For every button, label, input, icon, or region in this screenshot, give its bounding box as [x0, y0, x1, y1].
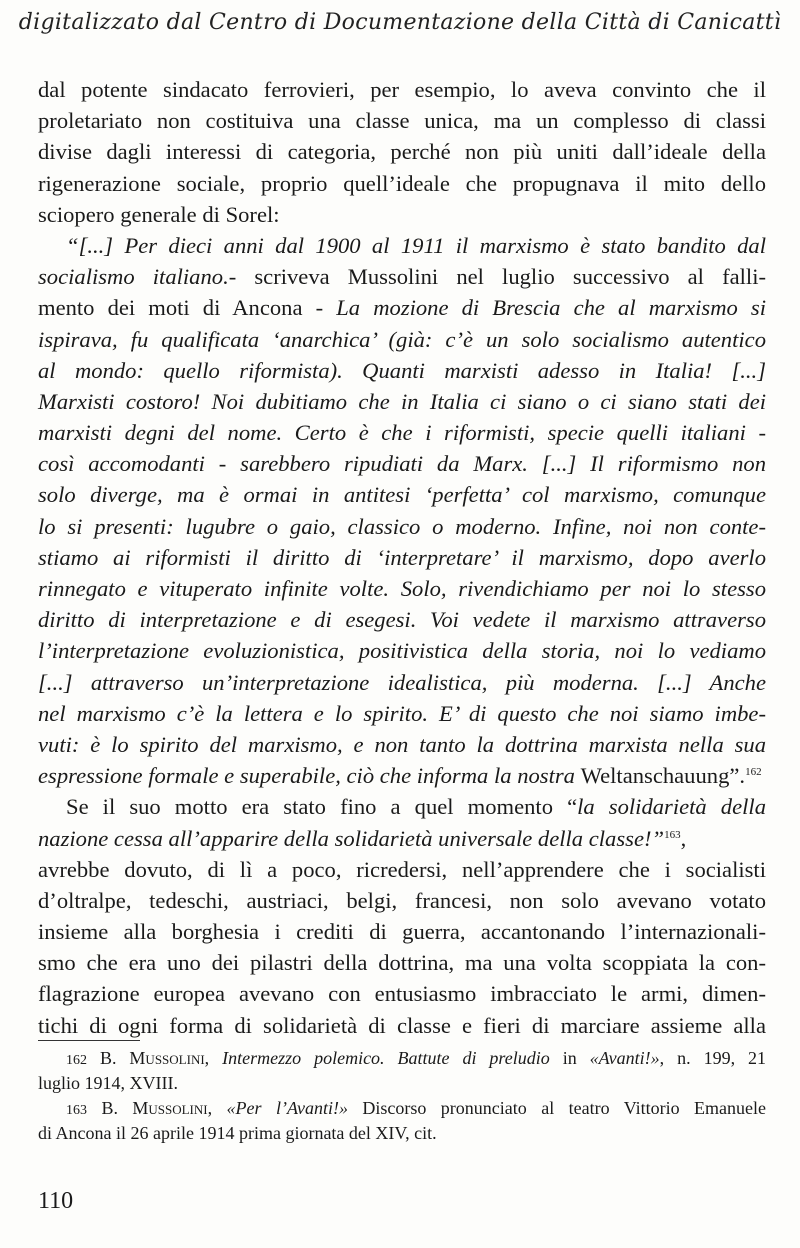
footnotes	[38, 1046, 766, 1146]
quote-line: espressione formale e superabile, ciò che informa la nostra Weltanschauung”.$^{162}$	[38, 763, 762, 789]
text-line: tichi di ogni forma di solidarietà di classe e fieri di marciare assieme alla	[38, 1012, 766, 1038]
quote-line: marxisti degni del nome. Certo è che i riformisti, specie quelli italiani -	[38, 420, 766, 446]
quote-line: mento dei moti di Ancona - La mozione di Brescia che al marxismo si	[38, 295, 766, 321]
quote-line: vuti: è lo spirito del marxismo, e non tanto la dottrina marxista nella sua	[38, 731, 766, 757]
quote-line: così accomodanti - sarebbero ripudiati da Marx. [...] Il riformismo non	[38, 451, 766, 477]
quote-line: [...] attraverso un’interpretazione idealistica, più moderna. [...] Anche	[38, 669, 766, 695]
quote-line: solo diverge, ma è ormai in antitesi ‘perfetta’ col marxismo, comunque	[38, 482, 766, 508]
quote-line: stiamo ai riformisti il diritto di ‘interpretare’ il marxismo, dopo averlo	[38, 544, 766, 570]
digitization-watermark: digitalizzato dal Centro di Documentazione della Città di Canicattì	[18, 10, 782, 35]
text-line: sciopero generale di Sorel:	[38, 201, 280, 227]
quote-line: nel marxismo c’è la lettera e lo spirito. E’ di questo che noi siamo imbe-	[38, 700, 766, 726]
text-line: insieme alla borghesia i crediti di guerra, accantonando l’internazionali-	[38, 919, 766, 945]
footnote-162: 162 B. Mussolini, Intermezzo polemico. Battute di preludio in «Avanti!», n. 199, 21	[66, 1048, 767, 1068]
footnote-ref: 163	[664, 828, 681, 841]
text-line: avrebbe dovuto, di lì a poco, ricredersi, nell’apprendere che i socialisti	[38, 856, 766, 882]
main-text	[38, 74, 766, 1041]
page-number: 110	[38, 1188, 74, 1214]
text-line: proletariato non costituiva una classe unica, ma un complesso di classi	[38, 108, 766, 134]
footnote-163-cont: di Ancona il 26 aprile 1914 prima giornata del XIV, cit.	[38, 1123, 437, 1143]
quote-line: “[...] Per dieci anni dal 1900 al 1911 il marxismo è stato bandito dal	[66, 232, 766, 258]
quote-line: lo si presenti: lugubre o gaio, classico o moderno. Infine, noi non conte-	[38, 513, 766, 539]
text-line: Se il suo motto era stato fino a quel momento “la solidarietà della	[66, 794, 766, 820]
footnote-162-cont: luglio 1914, XVIII.	[38, 1073, 178, 1093]
text-line: dal potente sindacato ferrovieri, per esempio, lo aveva convinto che il	[38, 77, 766, 102]
footnote-ref: 162	[745, 766, 762, 779]
quote-line: al mondo: quello riformista). Quanti marxisti adesso in Italia! [...]	[38, 357, 766, 383]
text-line: divise dagli interessi di categoria, perché non più uniti dall’ideale della	[38, 139, 766, 165]
quote-line: ispirava, fu qualificata ‘anarchica’ (già: c’è un solo socialismo autentico	[38, 326, 766, 352]
text-line: flagrazione europea avevano con entusiasmo imbracciato le armi, dimen-	[38, 981, 766, 1007]
quote-line: Marxisti costoro! Noi dubitiamo che in Italia ci siano o ci siano stati dei	[38, 388, 766, 414]
quote-line: l’interpretazione evoluzionistica, positivistica della storia, noi lo vediamo	[38, 638, 766, 664]
quote-line: socialismo italiano.- scriveva Mussolini nel luglio successivo al falli-	[38, 264, 766, 290]
text-line: nazione cessa all’apparire della solidarietà universale della classe!”$^{163}$,	[38, 825, 687, 851]
quote-line: diritto di interpretazione e di esegesi. Voi vedete il marxismo attraverso	[38, 607, 766, 633]
text-line: d’oltralpe, tedeschi, austriaci, belgi, francesi, non solo avevano votato	[38, 887, 766, 913]
footnote-divider	[38, 1040, 140, 1041]
text-line: rigenerazione sociale, proprio quell’ideale che propugnava il mito dello	[38, 170, 766, 196]
text-line: smo che era uno dei pilastri della dottrina, ma una volta scoppiata la con-	[38, 950, 766, 976]
footnote-163: 163 B. Mussolini, «Per l’Avanti!» Discorso pronunciato al teatro Vittorio Emanuele	[66, 1098, 767, 1118]
quote-line: rinnegato e vituperato infinite volte. Solo, rivendichiamo per noi lo stesso	[38, 576, 766, 601]
